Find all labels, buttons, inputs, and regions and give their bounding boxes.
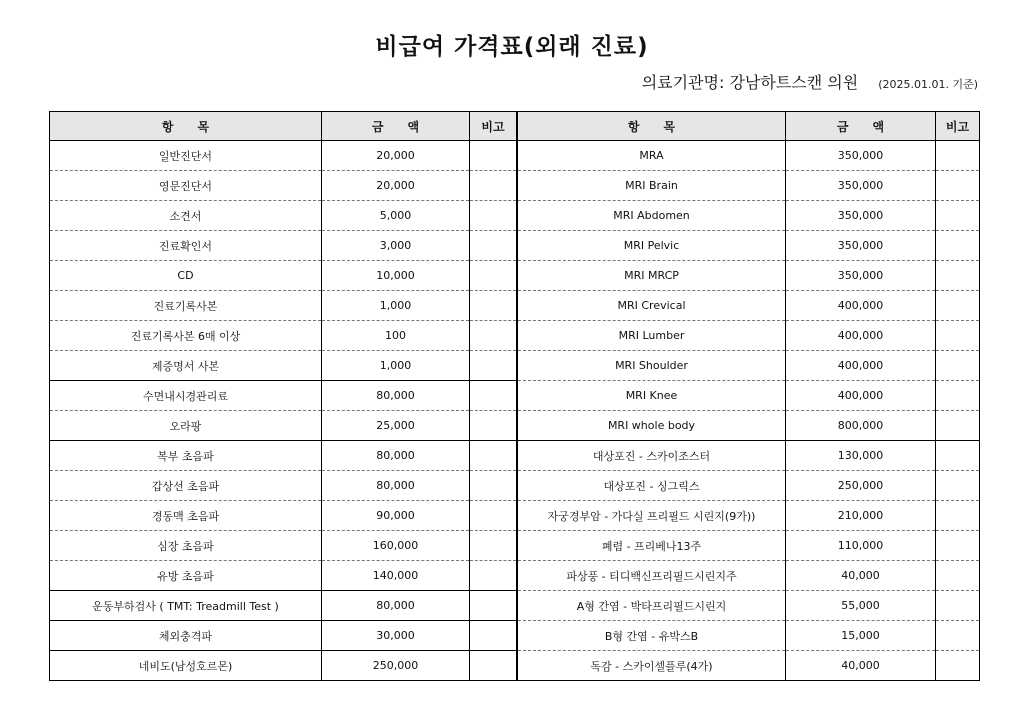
item-cell: 제증명서 사본 <box>50 351 322 381</box>
price-cell: 80,000 <box>322 441 470 471</box>
note-cell <box>470 531 517 561</box>
note-cell <box>470 381 517 411</box>
page-title: 비급여 가격표(외래 진료) <box>375 34 649 60</box>
item-cell: 진료기록사본 6매 이상 <box>50 321 322 351</box>
header-note: 비고 <box>470 112 517 141</box>
price-cell: 80,000 <box>322 381 470 411</box>
item-cell: 대상포진 - 싱그릭스 <box>518 471 786 501</box>
price-cell: 1,000 <box>322 291 470 321</box>
item-cell: B형 간염 - 유박스B <box>518 621 786 651</box>
table-row <box>50 531 517 561</box>
note-cell <box>936 381 980 411</box>
item-cell: MRA <box>639 149 664 162</box>
item-cell: MRI Knee <box>518 381 786 411</box>
note-cell <box>470 261 517 291</box>
item-cell: MRI Shoulder <box>518 351 786 381</box>
price-cell: 160,000 <box>322 531 470 561</box>
price-cell: 3,000 <box>322 231 470 261</box>
price-cell: 350,000 <box>786 231 936 261</box>
item-cell: 진료기록사본 <box>50 291 322 321</box>
table-row <box>50 291 517 321</box>
note-cell <box>470 291 517 321</box>
table-header-row <box>50 112 517 141</box>
table-row <box>50 141 517 171</box>
item-cell: 경동맥 초음파 <box>50 501 322 531</box>
table-row <box>50 381 517 411</box>
note-cell <box>936 561 980 591</box>
price-cell: 400,000 <box>786 291 936 321</box>
header-price: 금 액 <box>786 112 936 141</box>
item-cell: 복부 초음파 <box>50 441 322 471</box>
price-cell: 800,000 <box>786 411 936 441</box>
note-cell <box>936 351 980 381</box>
price-cell: 400,000 <box>786 381 936 411</box>
header-price: 금 액 <box>322 112 470 141</box>
item-cell: 갑상선 초음파 <box>50 471 322 501</box>
price-cell: 40,000 <box>786 651 936 681</box>
table-row <box>518 591 980 621</box>
item-cell: 대상포진 - 스카이조스터 <box>518 441 786 471</box>
table-row <box>50 351 517 381</box>
note-cell <box>470 441 517 471</box>
item-cell: 운동부하검사 ( TMT: Treadmill Test ) <box>50 591 322 621</box>
table-row <box>518 381 980 411</box>
price-cell: 110,000 <box>786 531 936 561</box>
price-cell: 100 <box>322 321 470 351</box>
table-row <box>50 591 517 621</box>
table-row <box>518 441 980 471</box>
price-cell: 5,000 <box>322 201 470 231</box>
note-cell <box>470 411 517 441</box>
table-row <box>50 171 517 201</box>
price-cell: 350,000 <box>786 201 936 231</box>
price-cell: 1,000 <box>322 351 470 381</box>
note-cell <box>936 141 980 171</box>
note-cell <box>936 591 980 621</box>
table-header-row <box>518 112 980 141</box>
note-cell <box>470 591 517 621</box>
note-cell <box>470 231 517 261</box>
item-cell: CD <box>50 261 322 291</box>
note-cell <box>936 531 980 561</box>
price-cell: 20,000 <box>322 171 470 201</box>
item-cell: 심장 초음파 <box>50 531 322 561</box>
table-row <box>50 261 517 291</box>
item-cell: MRI Lumber <box>518 321 786 351</box>
note-cell <box>936 291 980 321</box>
item-cell: 일반진단서 <box>158 149 213 163</box>
item-cell: 파상풍 - 티디백신프리필드시린지주 <box>518 561 786 591</box>
table-row <box>50 321 517 351</box>
table-row <box>518 531 980 561</box>
note-cell <box>470 201 517 231</box>
reference-date: (2025.01.01. 기준) <box>878 78 978 91</box>
table-row <box>518 261 980 291</box>
item-cell: MRI Pelvic <box>518 231 786 261</box>
note-cell <box>936 621 980 651</box>
note-cell <box>936 471 980 501</box>
right-table-body <box>518 141 980 681</box>
header-item: 항 목 <box>518 112 786 141</box>
item-cell: MRI MRCP <box>518 261 786 291</box>
item-cell: 영문진단서 <box>50 171 322 201</box>
table-row <box>518 651 980 681</box>
table-row <box>518 201 980 231</box>
note-cell <box>470 501 517 531</box>
price-cell: 210,000 <box>786 501 936 531</box>
item-cell: 독감 - 스카이셀플루(4가) <box>518 651 786 681</box>
note-cell <box>470 351 517 381</box>
table-row <box>518 321 980 351</box>
table-row <box>518 351 980 381</box>
price-cell: 90,000 <box>322 501 470 531</box>
price-cell: 350,000 <box>786 171 936 201</box>
item-cell: MRI Brain <box>518 171 786 201</box>
note-cell <box>936 501 980 531</box>
item-cell: MRI whole body <box>518 411 786 441</box>
item-cell: 소견서 <box>50 201 322 231</box>
item-cell: 유방 초음파 <box>50 561 322 591</box>
note-cell <box>936 321 980 351</box>
note-cell <box>470 321 517 351</box>
note-cell <box>470 561 517 591</box>
note-cell <box>936 441 980 471</box>
price-cell: 140,000 <box>322 561 470 591</box>
price-cell: 20,000 <box>322 141 470 171</box>
table-row <box>50 231 517 261</box>
price-table-left <box>49 111 517 681</box>
price-cell: 30,000 <box>322 621 470 651</box>
note-cell <box>936 201 980 231</box>
table-row <box>50 471 517 501</box>
table-row <box>518 291 980 321</box>
price-cell: 55,000 <box>786 591 936 621</box>
item-cell: MRI Crevical <box>518 291 786 321</box>
table-row <box>50 411 517 441</box>
clinic-name: 의료기관명: 강남하트스캔 의원 <box>641 73 859 92</box>
note-cell <box>936 411 980 441</box>
note-cell <box>936 231 980 261</box>
price-cell: 250,000 <box>322 651 470 681</box>
table-row <box>518 561 980 591</box>
item-cell: 오라팡 <box>50 411 322 441</box>
item-cell: MRI Abdomen <box>518 201 786 231</box>
price-cell: 25,000 <box>322 411 470 441</box>
note-cell <box>470 171 517 201</box>
price-cell: 250,000 <box>786 471 936 501</box>
price-cell: 10,000 <box>322 261 470 291</box>
note-cell <box>470 651 517 681</box>
table-row <box>50 201 517 231</box>
header-note: 비고 <box>936 112 980 141</box>
table-row <box>518 501 980 531</box>
price-cell: 130,000 <box>786 441 936 471</box>
header-item: 항 목 <box>50 112 322 141</box>
price-cell: 80,000 <box>322 591 470 621</box>
item-cell: 네비도(남성호르몬) <box>50 651 322 681</box>
item-cell: 체외충격파 <box>50 621 322 651</box>
item-cell: 폐렴 - 프리베나13주 <box>518 531 786 561</box>
left-table-body <box>50 141 517 681</box>
price-cell: 80,000 <box>322 471 470 501</box>
item-cell: A형 간염 - 박타프리필드시린지 <box>518 591 786 621</box>
table-row <box>518 231 980 261</box>
item-cell: 수면내시경관리료 <box>50 381 322 411</box>
note-cell <box>470 141 517 171</box>
note-cell <box>470 471 517 501</box>
price-cell: 40,000 <box>786 561 936 591</box>
item-cell: 진료확인서 <box>50 231 322 261</box>
price-table-right <box>517 111 980 681</box>
table-row <box>50 441 517 471</box>
price-cell: 350,000 <box>786 141 936 171</box>
table-row <box>518 141 980 171</box>
clinic-info <box>642 70 978 93</box>
note-cell <box>936 261 980 291</box>
price-cell: 350,000 <box>786 261 936 291</box>
table-row <box>518 471 980 501</box>
note-cell <box>936 171 980 201</box>
table-row <box>50 651 517 681</box>
note-cell <box>936 651 980 681</box>
table-row <box>518 171 980 201</box>
table-row <box>518 621 980 651</box>
table-row <box>50 501 517 531</box>
table-row <box>50 621 517 651</box>
price-cell: 400,000 <box>786 351 936 381</box>
note-cell <box>470 621 517 651</box>
table-row <box>50 561 517 591</box>
price-cell: 400,000 <box>786 321 936 351</box>
item-cell: 자궁경부암 - 가다실 프리필드 시린지(9가)) <box>518 501 786 531</box>
table-row <box>518 411 980 441</box>
price-cell: 15,000 <box>786 621 936 651</box>
